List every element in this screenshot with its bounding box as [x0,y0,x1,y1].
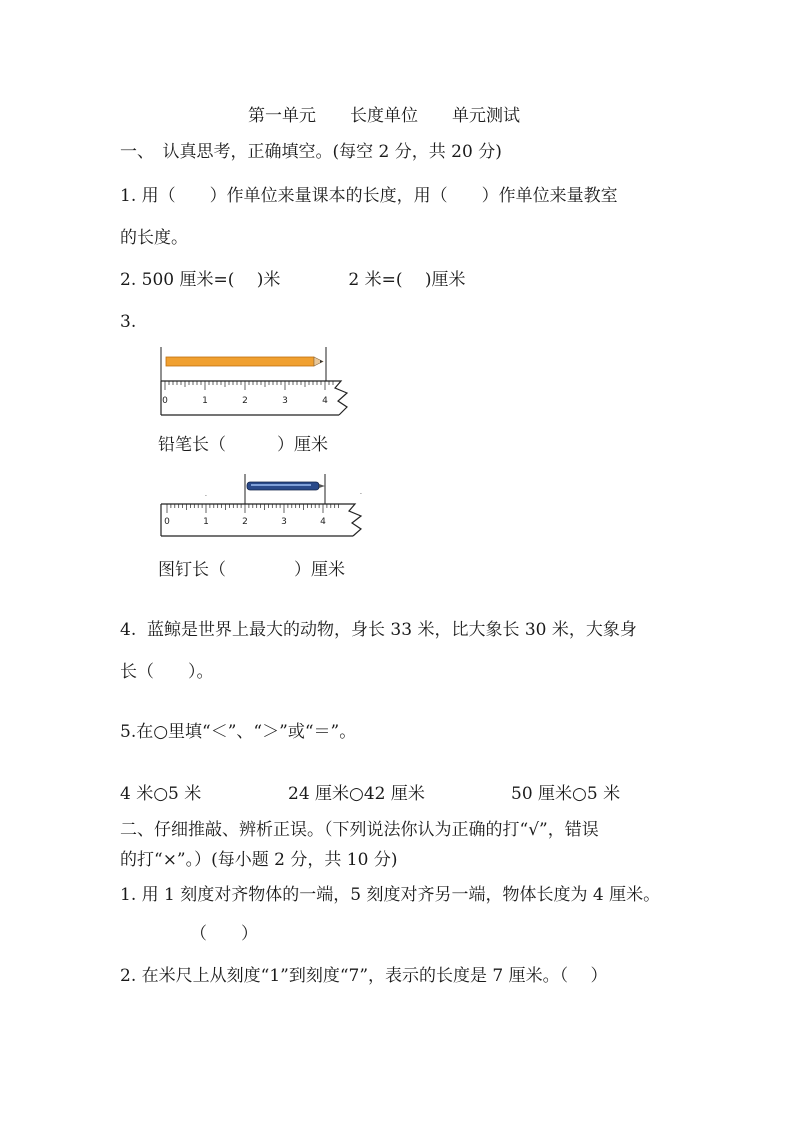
question-5-item-c: 50 厘米○5 米 [511,784,621,804]
section2-question-1: 1. 用 1 刻度对齐物体的一端，5 刻度对齐另一端，物体长度为 4 厘米。 [120,885,661,905]
ruler-2-tick-label: 0 [164,517,170,527]
page-title: 第一单元 长度单位 单元测试 [248,106,520,126]
ruler-1 [161,381,347,415]
question-4-line-2: 长（ ）。 [120,662,214,682]
svg-text:.: . [205,491,207,498]
section2-heading-line-1: 二、仔细推敲、辨析正误。（下列说法你认为正确的打“√”，错误 [120,820,599,840]
section1-heading: 一、 认真思考，正确填空。(每空 2 分，共 20 分) [120,142,502,162]
question-5: 5.在○里填“＜”、“＞”或“＝”。 [120,722,357,742]
section2-question-2: 2. 在米尺上从刻度“1”到刻度“7”，表示的长度是 7 厘米。（ ） [120,966,608,986]
question-2: 2. 500 厘米=( )米 2 米=( )厘米 [120,270,466,290]
question-4-line-1: 4. 蓝鲸是世界上最大的动物，身长 33 米，比大象长 30 米，大象身 [120,620,637,640]
ruler-1-tick-label: 0 [162,396,168,406]
ruler-1-tick-label: 2 [242,396,248,406]
pencil-icon [166,357,323,366]
question-5-item-a: 4 米○5 米 [120,784,202,804]
question-1-line-2: 的长度。 [120,228,188,248]
ruler-2-tick-label: 3 [281,517,287,527]
ruler-2-tick-label: 1 [203,517,209,527]
ruler-1-tick-label: 4 [322,396,328,406]
section2-question-1-blank: （ ） [190,924,258,944]
section2-heading-line-2: 的打“×”。）(每小题 2 分，共 10 分) [120,850,398,870]
pencil-caption: 铅笔长（ ）厘米 [158,435,328,455]
pin-ruler-figure [155,472,375,542]
pin-caption: 图钉长（ ）厘米 [158,560,345,580]
ruler-2-tick-label: 4 [320,517,326,527]
svg-text:.: . [360,489,362,496]
question-1-line-1: 1. 用（ ）作单位来量课本的长度，用（ ）作单位来量教室 [120,186,618,206]
ruler-1-tick-label: 3 [282,396,288,406]
ruler-2 [161,504,361,536]
question-5-item-b: 24 厘米○42 厘米 [288,784,425,804]
pin-icon [247,482,325,490]
question-3-label: 3. [120,312,137,332]
pencil-ruler-figure [155,345,370,420]
ruler-1-tick-label: 1 [202,396,208,406]
ruler-2-tick-label: 2 [242,517,248,527]
